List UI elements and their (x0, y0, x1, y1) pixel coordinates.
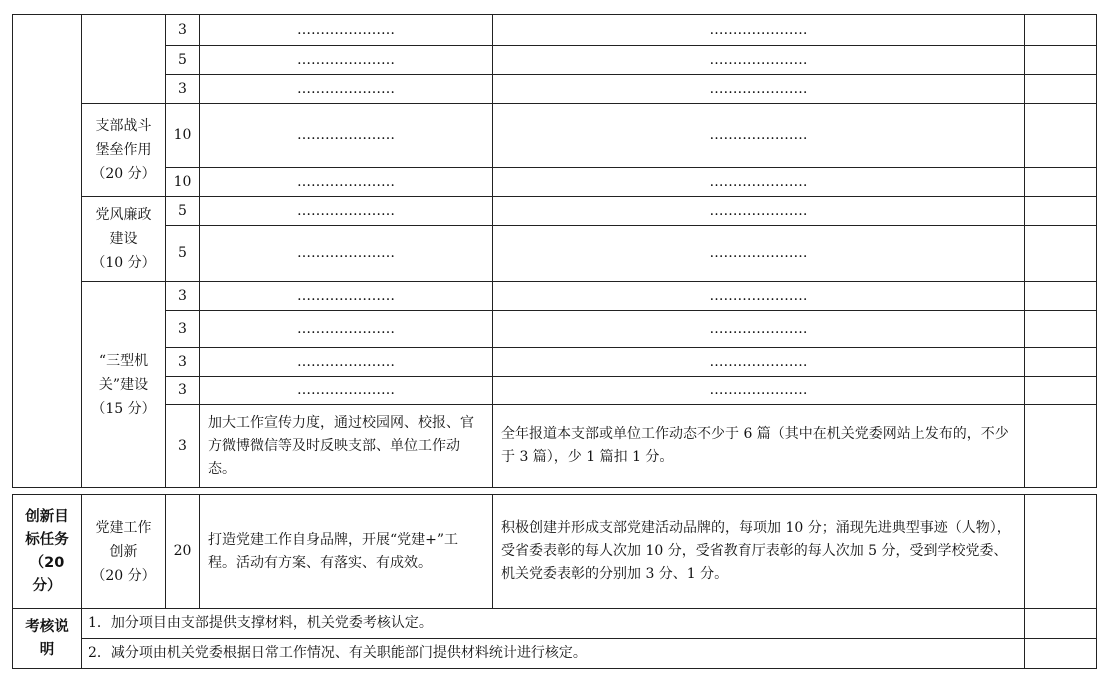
remark-cell (1025, 311, 1097, 348)
remark-cell (1025, 405, 1097, 488)
score-cell: 10 (166, 104, 200, 168)
table-row (13, 377, 1097, 405)
standard-cell: ………………… (493, 104, 1025, 168)
item-cell-continued (82, 15, 166, 104)
table-row (13, 75, 1097, 104)
score-cell: 5 (166, 226, 200, 282)
table-row (13, 348, 1097, 377)
note-2: 2．减分项由机关党委根据日常工作情况、有关职能部门提供材料统计进行核定。 (82, 639, 1025, 669)
evaluation-table (12, 14, 1097, 488)
content-cell: ………………… (200, 282, 493, 311)
standard-cell: ………………… (493, 75, 1025, 104)
table-row (13, 226, 1097, 282)
remark-cell (1025, 377, 1097, 405)
content-cell: ………………… (200, 46, 493, 75)
table-row (13, 168, 1097, 197)
remark-cell (1025, 495, 1097, 609)
remark-cell (1025, 282, 1097, 311)
score-cell: 3 (166, 377, 200, 405)
content-cell: ………………… (200, 104, 493, 168)
table-row (13, 311, 1097, 348)
content-cell: 加大工作宣传力度，通过校园网、校报、官方微博微信等及时反映支部、单位工作动态。 (200, 405, 493, 488)
table-row (13, 46, 1097, 75)
score-cell: 20 (166, 495, 200, 609)
standard-cell: 积极创建并形成支部党建活动品牌的，每项加 10 分；涌现先进典型事迹（人物），受省委表彰的每人次加 10 分，受省教育厅表彰的每人次加 5 分，受到学校党委、机关党委表彰的分别加 3 分、1 分。 (493, 495, 1025, 609)
assessment-label: 考核说 明 (13, 609, 82, 669)
item-label-three-type: “三型机 关”建设 （15 分） (82, 282, 166, 488)
score-cell: 3 (166, 405, 200, 488)
standard-cell: ………………… (493, 311, 1025, 348)
remark-cell (1025, 226, 1097, 282)
content-cell: ………………… (200, 311, 493, 348)
content-cell: 打造党建工作自身品牌，开展“党建+”工程。活动有方案、有落实、有成效。 (200, 495, 493, 609)
content-cell: ………………… (200, 226, 493, 282)
category-cell-continued (13, 15, 82, 488)
table-row (13, 104, 1097, 168)
score-cell: 3 (166, 282, 200, 311)
remark-cell (1025, 639, 1097, 669)
remark-cell (1025, 348, 1097, 377)
category-label-innovation: 创新目 标任务 （20 分） (13, 495, 82, 609)
remark-cell (1025, 609, 1097, 639)
table-row (13, 282, 1097, 311)
remark-cell (1025, 197, 1097, 226)
standard-cell: ………………… (493, 197, 1025, 226)
note-1: 1．加分项目由支部提供支撑材料，机关党委考核认定。 (82, 609, 1025, 639)
standard-cell: ………………… (493, 15, 1025, 46)
item-label-integrity: 党风廉政 建设 （10 分） (82, 197, 166, 282)
score-cell: 3 (166, 15, 200, 46)
item-label-branch-role: 支部战斗 堡垒作用 （20 分） (82, 104, 166, 197)
content-cell: ………………… (200, 197, 493, 226)
score-cell: 3 (166, 348, 200, 377)
standard-cell: ………………… (493, 226, 1025, 282)
content-cell: ………………… (200, 377, 493, 405)
standard-cell: ………………… (493, 282, 1025, 311)
standard-cell: ………………… (493, 168, 1025, 197)
score-cell: 5 (166, 197, 200, 226)
remark-cell (1025, 104, 1097, 168)
content-cell: ………………… (200, 75, 493, 104)
table-row (13, 405, 1097, 488)
remark-cell (1025, 75, 1097, 104)
remark-cell (1025, 15, 1097, 46)
content-cell: ………………… (200, 348, 493, 377)
score-cell: 5 (166, 46, 200, 75)
score-cell: 10 (166, 168, 200, 197)
score-cell: 3 (166, 311, 200, 348)
standard-cell: ………………… (493, 348, 1025, 377)
table-row (13, 639, 1097, 669)
standard-cell: ………………… (493, 46, 1025, 75)
evaluation-table-lower (12, 494, 1097, 669)
table-row (13, 15, 1097, 46)
content-cell: ………………… (200, 15, 493, 46)
table-row (13, 197, 1097, 226)
content-cell: ………………… (200, 168, 493, 197)
table-row (13, 495, 1097, 609)
remark-cell (1025, 46, 1097, 75)
standard-cell: ………………… (493, 377, 1025, 405)
item-label-innovation: 党建工作 创新 （20 分） (82, 495, 166, 609)
standard-cell: 全年报道本支部或单位工作动态不少于 6 篇（其中在机关党委网站上发布的，不少于 3 篇），少 1 篇扣 1 分。 (493, 405, 1025, 488)
table-row (13, 609, 1097, 639)
score-cell: 3 (166, 75, 200, 104)
remark-cell (1025, 168, 1097, 197)
